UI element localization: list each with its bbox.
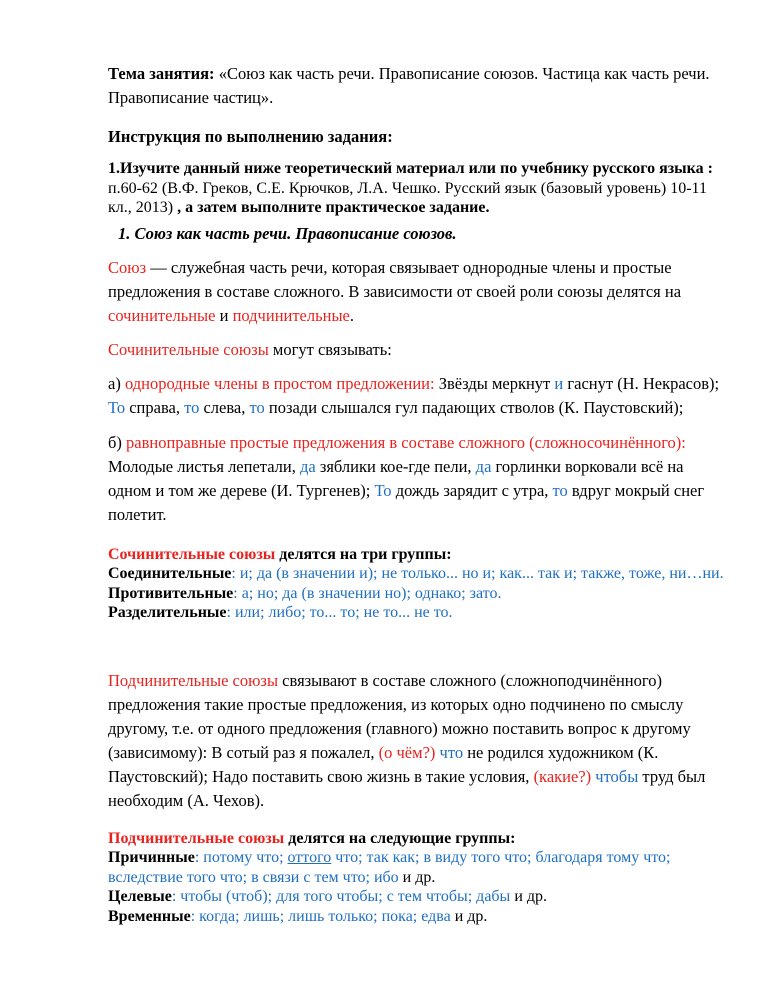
question: (о чём?) (378, 742, 436, 762)
subordinating-text: труд был необходим (А. Чехов). (108, 766, 706, 810)
coordinating-groups-title-rest: делятся на три группы: (275, 545, 452, 563)
task-paragraph (108, 159, 728, 218)
subordinating-text: не родился художником (К. Паустовский); Надо поставить свою жизнь в такие условия, (108, 742, 659, 786)
group-temporal (108, 907, 728, 927)
section-title-text: 1. Союз как часть речи. Правописание союзов. (118, 223, 457, 243)
group-label: Разделительные (108, 604, 227, 621)
subordinating-text: связывают в составе сложного (сложноподчинённого) предложения такие простые предложения, из которых одно подчинено по смыслу другому, т.е. от одного предложения (главного) можно поставить вопрос к другому (зависимому): В сотый раз я пожалел, (108, 670, 691, 762)
conjunction: и (554, 373, 564, 393)
example-text: слева, (199, 397, 250, 417)
section-title (108, 222, 728, 246)
group-end: и др. (450, 907, 488, 925)
conjunction: То (108, 397, 126, 417)
group-label: Причинные (108, 849, 195, 866)
task-reference: п.60-62 (В.Ф. Греков, С.Е. Крючков, Л.А. Чешко. Русский язык (базовый уровень) 10-11 кл., 2013) (108, 179, 707, 216)
term-soyuz: Союз (108, 257, 147, 277)
group-list: что; так как; в виду того что; благодаря тому что; вследствие того что; в связи с тем что; ибо (108, 849, 671, 886)
term-subordinating-conj: Подчинительные союзы (108, 670, 279, 690)
instruction-heading: Инструкция по выполнению задания: (108, 127, 393, 146)
example-text: горлинки ворковали всё на одном и том же дереве (И. Тургенев); (108, 456, 684, 500)
example-text: дождь зарядит с утра, (391, 480, 553, 500)
conjunction: чтобы (595, 766, 639, 786)
group-label: Целевые (108, 888, 172, 905)
group-disjunctive (108, 603, 728, 623)
conjunction: да (299, 456, 316, 476)
subordinating-intro (108, 669, 728, 813)
term-coordinating: сочинительные (108, 305, 216, 325)
term-subordinating: подчинительные (232, 305, 350, 325)
question: (какие?) (533, 766, 592, 786)
group-label: Соединительные (108, 565, 232, 582)
item-b-prefix: б) (108, 432, 127, 452)
subordinating-groups (108, 829, 728, 927)
coordinating-intro (108, 338, 728, 362)
item-a-prefix: а) (108, 373, 125, 393)
example-text: Молодые листья лепетали, (108, 456, 300, 476)
document-page (108, 62, 728, 926)
coordinating-groups-title (108, 545, 728, 565)
conjunction: то (184, 397, 200, 417)
group-causal (108, 848, 728, 887)
item-b-heading: равноправные простые предложения в составе сложного (сложносочинённого): (126, 432, 686, 452)
task-bold-1: 1.Изучите данный ниже теоретический материал или по учебнику русского языка : (108, 160, 713, 177)
conjunction: То (374, 480, 392, 500)
conjunction: да (475, 456, 492, 476)
definition-paragraph (108, 256, 728, 328)
example-text: справа, (125, 397, 185, 417)
example-text: гаснут (Н. Некрасов); (563, 373, 720, 393)
topic-text: «Союз как часть речи. Правописание союзов. Частица как часть речи. Правописание частиц». (108, 64, 710, 107)
group-label: Временные (108, 907, 191, 925)
subordinating-groups-term: Подчинительные союзы (108, 829, 285, 847)
underlined-word: оттого (287, 849, 332, 866)
group-end: и др. (398, 868, 436, 886)
coordinating-groups-term: Сочинительные союзы (108, 545, 276, 563)
definition-and: и (215, 305, 233, 325)
subordinating-groups-title-rest: делятся на следующие группы: (284, 829, 516, 847)
conjunction: что (439, 742, 464, 762)
item-b (108, 431, 728, 527)
topic-label: Тема занятия: (108, 64, 215, 83)
example-text: позади слышался гул падающих стволов (К. Паустовский); (264, 397, 684, 417)
subordinating-groups-title (108, 829, 728, 849)
item-a-heading: однородные члены в простом предложении: (124, 373, 435, 393)
group-connective (108, 564, 728, 584)
group-list: : чтобы (чтоб); для того чтобы; с тем чтобы; дабы (171, 888, 511, 905)
task-bold-2: , а затем выполните практическое задание. (173, 199, 490, 216)
group-list: : а; но; да (в значении но); однако; зато. (233, 584, 502, 602)
definition-end: . (349, 305, 355, 325)
example-text: Звёзды меркнут (434, 373, 555, 393)
term-coordinating-conj: Сочинительные союзы (108, 339, 269, 359)
definition-text: — служебная часть речи, которая связывает однородные члены и простые предложения в составе сложного. В зависимости от своей роли союзы делятся на (108, 257, 682, 301)
group-label: Противительные (108, 584, 234, 602)
group-list: : когда; лишь; лишь только; пока; едва (190, 907, 451, 925)
group-list: : или; либо; то... то; не то... не то. (226, 604, 453, 621)
conjunction: то (552, 480, 568, 500)
group-list: : и; да (в значении и); не только... но и; как... так и; также, тоже, ни…ни. (231, 565, 724, 582)
group-end: и др. (510, 888, 548, 905)
coordinating-groups (108, 545, 728, 623)
coordinating-intro-text: могут связывать: (268, 339, 392, 359)
group-list: : потому что; (194, 849, 288, 866)
group-adversative (108, 584, 728, 604)
item-a (108, 372, 728, 420)
topic-paragraph (108, 62, 728, 110)
example-text: вдруг мокрый снег полетит. (108, 480, 705, 524)
conjunction: то (249, 397, 265, 417)
group-purpose (108, 887, 728, 907)
example-text: зяблики кое-где пели, (315, 456, 476, 476)
